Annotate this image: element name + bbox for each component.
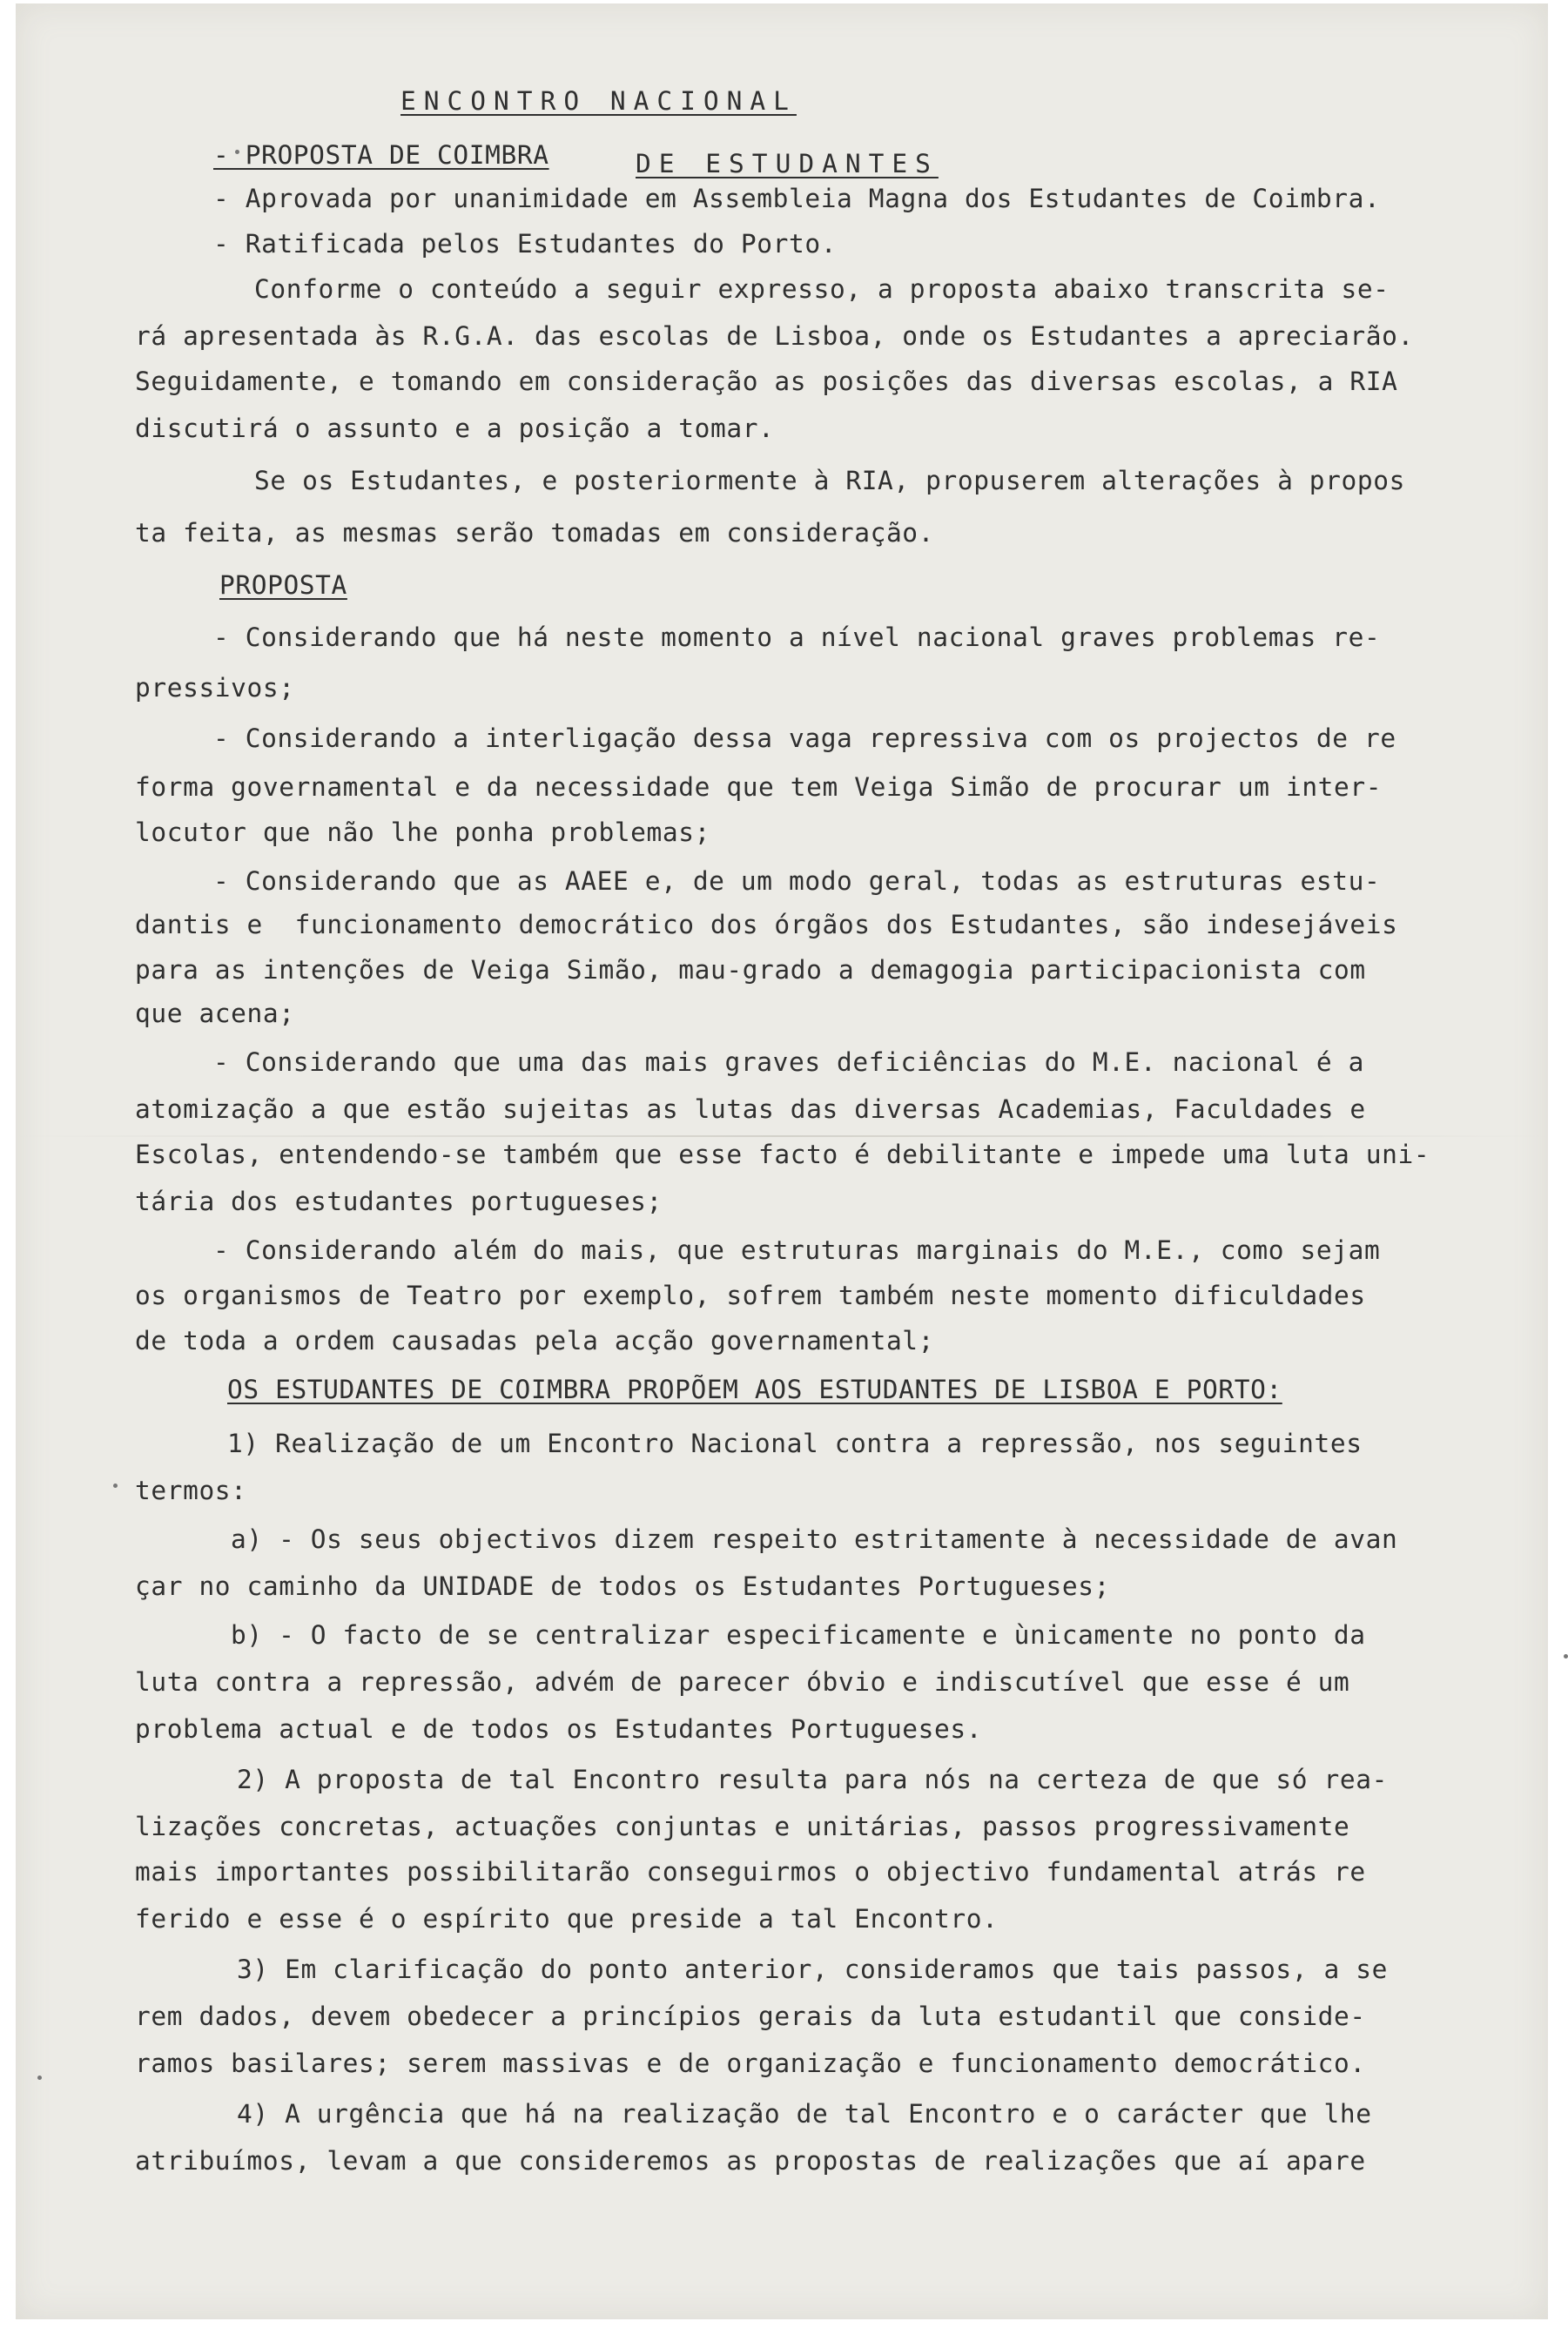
text-line: PROPOSTA [219, 570, 347, 600]
text-line: ramos basilares; serem massivas e de organização e funcionamento democrático. [135, 2049, 1366, 2078]
text-line: locutor que não lhe ponha problemas; [135, 817, 710, 847]
text-line: forma governamental e da necessidade que tem Veiga Simão de procurar um inter- [135, 772, 1383, 802]
text-line: os organismos de Teatro por exemplo, sofrem também neste momento dificuldades [135, 1281, 1366, 1310]
text-line: para as intenções de Veiga Simão, mau-grado a demagogia participacionista com [135, 955, 1366, 985]
text-line: luta contra a repressão, advém de parecer óbvio e indiscutível que esse é um [135, 1667, 1350, 1697]
ink-speck [37, 2076, 42, 2080]
text-line: 3) Em clarificação do ponto anterior, consideramos que tais passos, a se [237, 1955, 1388, 1984]
text-line: problema actual e de todos os Estudantes Portugueses. [135, 1714, 983, 1744]
text-line: - Considerando que as AAEE e, de um modo geral, todas as estruturas estu- [213, 866, 1381, 896]
text-line: ta feita, as mesmas serão tomadas em consideração. [135, 518, 935, 548]
ink-speck [113, 1484, 118, 1488]
text-line: a) - Os seus objectivos dizem respeito estritamente à necessidade de avan [231, 1524, 1398, 1554]
text-line: - Considerando a interligação dessa vaga repressiva com os projectos de re [213, 723, 1396, 753]
text-line: termos: [135, 1476, 247, 1505]
text-line: - Considerando além do mais, que estruturas marginais do M.E., como sejam [213, 1235, 1381, 1265]
text-line: çar no caminho da UNIDADE de todos os Estudantes Portugueses; [135, 1571, 1110, 1601]
text-line: - Ratificada pelos Estudantes do Porto. [213, 229, 838, 259]
text-line: mais importantes possibilitarão conseguirmos o objectivo fundamental atrás re [135, 1857, 1366, 1887]
text-line: Conforme o conteúdo a seguir expresso, a proposta abaixo transcrita se- [254, 274, 1390, 304]
text-line: atribuímos, levam a que consideremos as propostas de realizações que aí apare [135, 2146, 1366, 2176]
text-line: discutirá o assunto e a posição a tomar. [135, 414, 775, 443]
text-line: - PROPOSTA DE COIMBRA [213, 140, 549, 170]
text-line: tária dos estudantes portugueses; [135, 1187, 663, 1216]
text-line: - Aprovada por unanimidade em Assembleia Magna dos Estudantes de Coimbra. [213, 184, 1381, 213]
text-line: 4) A urgência que há na realização de tal Encontro e o carácter que lhe [237, 2099, 1372, 2129]
text-line: rem dados, devem obedecer a princípios gerais da luta estudantil que conside- [135, 2002, 1366, 2031]
text-line: dantis e funcionamento democrático dos órgãos dos Estudantes, são indesejáveis [135, 910, 1398, 939]
paper-sheet [16, 3, 1548, 2319]
text-line: - Considerando que há neste momento a nível nacional graves problemas re- [213, 622, 1381, 652]
ink-speck [1564, 1654, 1568, 1659]
text-line: Se os Estudantes, e posteriormente à RIA, propuserem alterações à propos [254, 466, 1405, 495]
text-line: Escolas, entendendo-se também que esse facto é debilitante e impede uma luta uni- [135, 1140, 1430, 1169]
text-line: de toda a ordem causadas pela acção governamental; [135, 1326, 935, 1356]
text-line: 1) Realização de um Encontro Nacional contra a repressão, nos seguintes [227, 1429, 1363, 1458]
title-line-1: ENCONTRO NACIONAL [400, 86, 797, 116]
text-line: 2) A proposta de tal Encontro resulta para nós na certeza de que só rea- [237, 1765, 1388, 1794]
title-line-2: DE ESTUDANTES [636, 149, 939, 178]
text-line: rá apresentada às R.G.A. das escolas de Lisboa, onde os Estudantes a apreciarão. [135, 321, 1414, 351]
text-line: atomização a que estão sujeitas as lutas das diversas Academias, Faculdades e [135, 1094, 1366, 1124]
text-line: OS ESTUDANTES DE COIMBRA PROPÕEM AOS ESTUDANTES DE LISBOA E PORTO: [227, 1375, 1282, 1404]
text-line: lizações concretas, actuações conjuntas e unitárias, passos progressivamente [135, 1812, 1350, 1841]
text-line: pressivos; [135, 673, 295, 703]
text-line: que acena; [135, 999, 295, 1028]
text-line: ferido e esse é o espírito que preside a tal Encontro. [135, 1904, 999, 1934]
text-line: Seguidamente, e tomando em consideração as posições das diversas escolas, a RIA [135, 367, 1398, 396]
text-line: - Considerando que uma das mais graves deficiências do M.E. nacional é a [213, 1047, 1364, 1077]
text-line: b) - O facto de se centralizar especificamente e ùnicamente no ponto da [231, 1620, 1366, 1650]
